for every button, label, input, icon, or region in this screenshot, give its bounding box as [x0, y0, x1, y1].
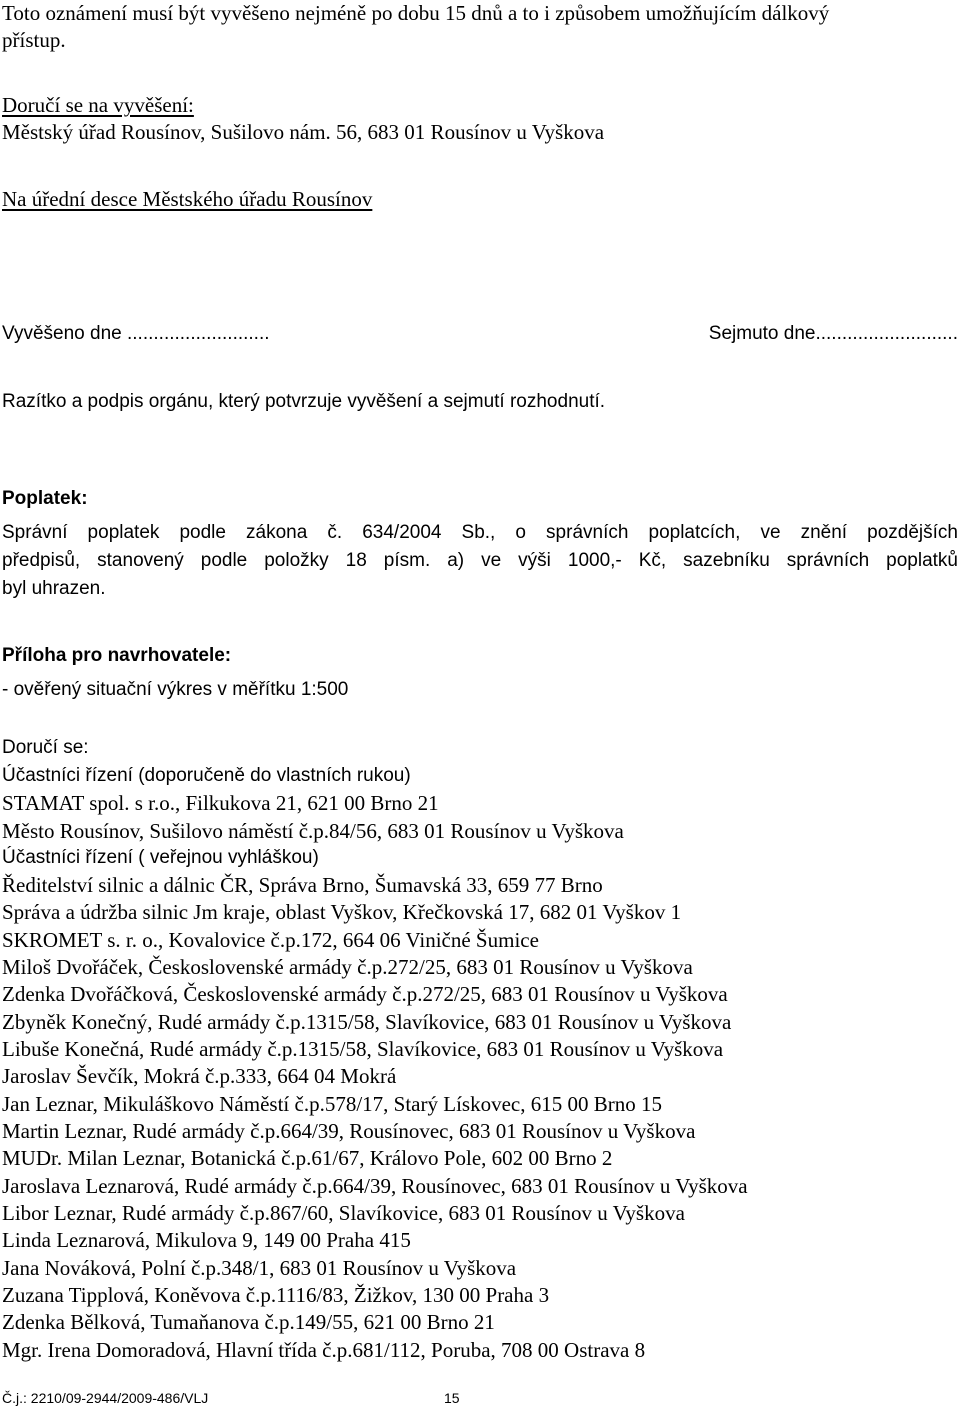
recipient-group-heading: Účastníci řízení ( veřejnou vyhláškou): [2, 847, 319, 868]
attachment-item: - ověřený situační výkres v měřítku 1:500: [2, 679, 349, 700]
recipient-line: MUDr. Milan Leznar, Botanická č.p.61/67, Královo Pole, 602 00 Brno 2: [2, 1146, 613, 1170]
recipient-line: Jaroslava Leznarová, Rudé armády č.p.664/39, Rousínovec, 683 01 Rousínov u Vyškova: [2, 1174, 748, 1198]
recipient-line: Zbyněk Konečný, Rudé armády č.p.1315/58, Slavíkovice, 683 01 Rousínov u Vyškova: [2, 1010, 732, 1034]
recipient-line: Město Rousínov, Sušilovo náměstí č.p.84/56, 683 01 Rousínov u Vyškova: [2, 819, 624, 843]
recipient-line: Libor Leznar, Rudé armády č.p.867/60, Slavíkovice, 683 01 Rousínov u Vyškova: [2, 1201, 685, 1225]
delivery-line-1: Městský úřad Rousínov, Sušilovo nám. 56, 683 01 Rousínov u Vyškova: [2, 120, 605, 144]
recipient-line: Mgr. Irena Domoradová, Hlavní třída č.p.681/112, Poruba, 708 00 Ostrava 8: [2, 1338, 646, 1362]
attachment-heading: Příloha pro navrhovatele:: [2, 645, 232, 666]
fee-line-3: byl uhrazen.: [2, 578, 106, 599]
removed-date-field: Sejmuto dne...........................: [708, 323, 958, 344]
recipient-line: Ředitelství silnic a dálnic ČR, Správa Brno, Šumavská 33, 659 77 Brno: [2, 873, 603, 897]
stamp-note: Razítko a podpis orgánu, který potvrzuje vyvěšení a sejmutí rozhodnutí.: [2, 391, 606, 412]
fee-line-1: Správní poplatek podle zákona č. 634/2004 Sb., o správních poplatcích, ve znění pozdějších: [2, 522, 958, 543]
recipient-line: Miloš Dvořáček, Československé armády č.p.272/25, 683 01 Rousínov u Vyškova: [2, 955, 693, 979]
delivery-heading: Doručí se na vyvěšení:: [2, 93, 194, 117]
recipient-line: STAMAT spol. s r.o., Filkukova 21, 621 00 Brno 21: [2, 791, 439, 815]
recipient-line: Martin Leznar, Rudé armády č.p.664/39, Rousínovec, 683 01 Rousínov u Vyškova: [2, 1119, 696, 1143]
recipient-line: Zdenka Dvořáčková, Československé armády č.p.272/25, 683 01 Rousínov u Vyškova: [2, 982, 728, 1006]
delivery-line-2: Na úřední desce Městského úřadu Rousínov: [2, 187, 373, 211]
recipient-line: Zuzana Tipplová, Koněvova č.p.1116/83, Žižkov, 130 00 Praha 3: [2, 1283, 550, 1307]
recipient-line: Libuše Konečná, Rudé armády č.p.1315/58, Slavíkovice, 683 01 Rousínov u Vyškova: [2, 1037, 724, 1061]
intro-line-2: přístup.: [2, 28, 66, 52]
recipients-heading: Doručí se:: [2, 737, 89, 758]
recipient-line: Správa a údržba silnic Jm kraje, oblast Vyškov, Křečkovská 17, 682 01 Vyškov 1: [2, 900, 682, 924]
recipient-line: SKROMET s. r. o., Kovalovice č.p.172, 664 06 Viničné Šumice: [2, 928, 539, 952]
posted-date-field: Vyvěšeno dne ...........................: [2, 323, 270, 344]
recipient-line: Jana Nováková, Polní č.p.348/1, 683 01 Rousínov u Vyškova: [2, 1256, 517, 1280]
recipient-line: Jaroslav Ševčík, Mokrá č.p.333, 664 04 Mokrá: [2, 1064, 397, 1088]
reference-number: Č.j.: 2210/09-2944/2009-486/VLJ: [2, 1390, 209, 1406]
intro-line-1: Toto oznámení musí být vyvěšeno nejméně po dobu 15 dnů a to i způsobem umožňujícím dálkový: [2, 1, 830, 25]
recipient-group-heading: Účastníci řízení (doporučeně do vlastních rukou): [2, 765, 411, 786]
fee-line-2: předpisů, stanovený podle položky 18 písm. a) ve výši 1000,- Kč, sazebníku správních poplatků: [2, 550, 958, 571]
recipient-line: Zdenka Bělková, Tumaňanova č.p.149/55, 621 00 Brno 21: [2, 1310, 495, 1334]
recipient-line: Linda Leznarová, Mikulova 9, 149 00 Praha 415: [2, 1228, 411, 1252]
fee-heading: Poplatek:: [2, 488, 88, 509]
recipient-line: Jan Leznar, Mikuláškovo Náměstí č.p.578/17, Starý Lískovec, 615 00 Brno 15: [2, 1092, 662, 1116]
page-number: 15: [444, 1390, 460, 1406]
